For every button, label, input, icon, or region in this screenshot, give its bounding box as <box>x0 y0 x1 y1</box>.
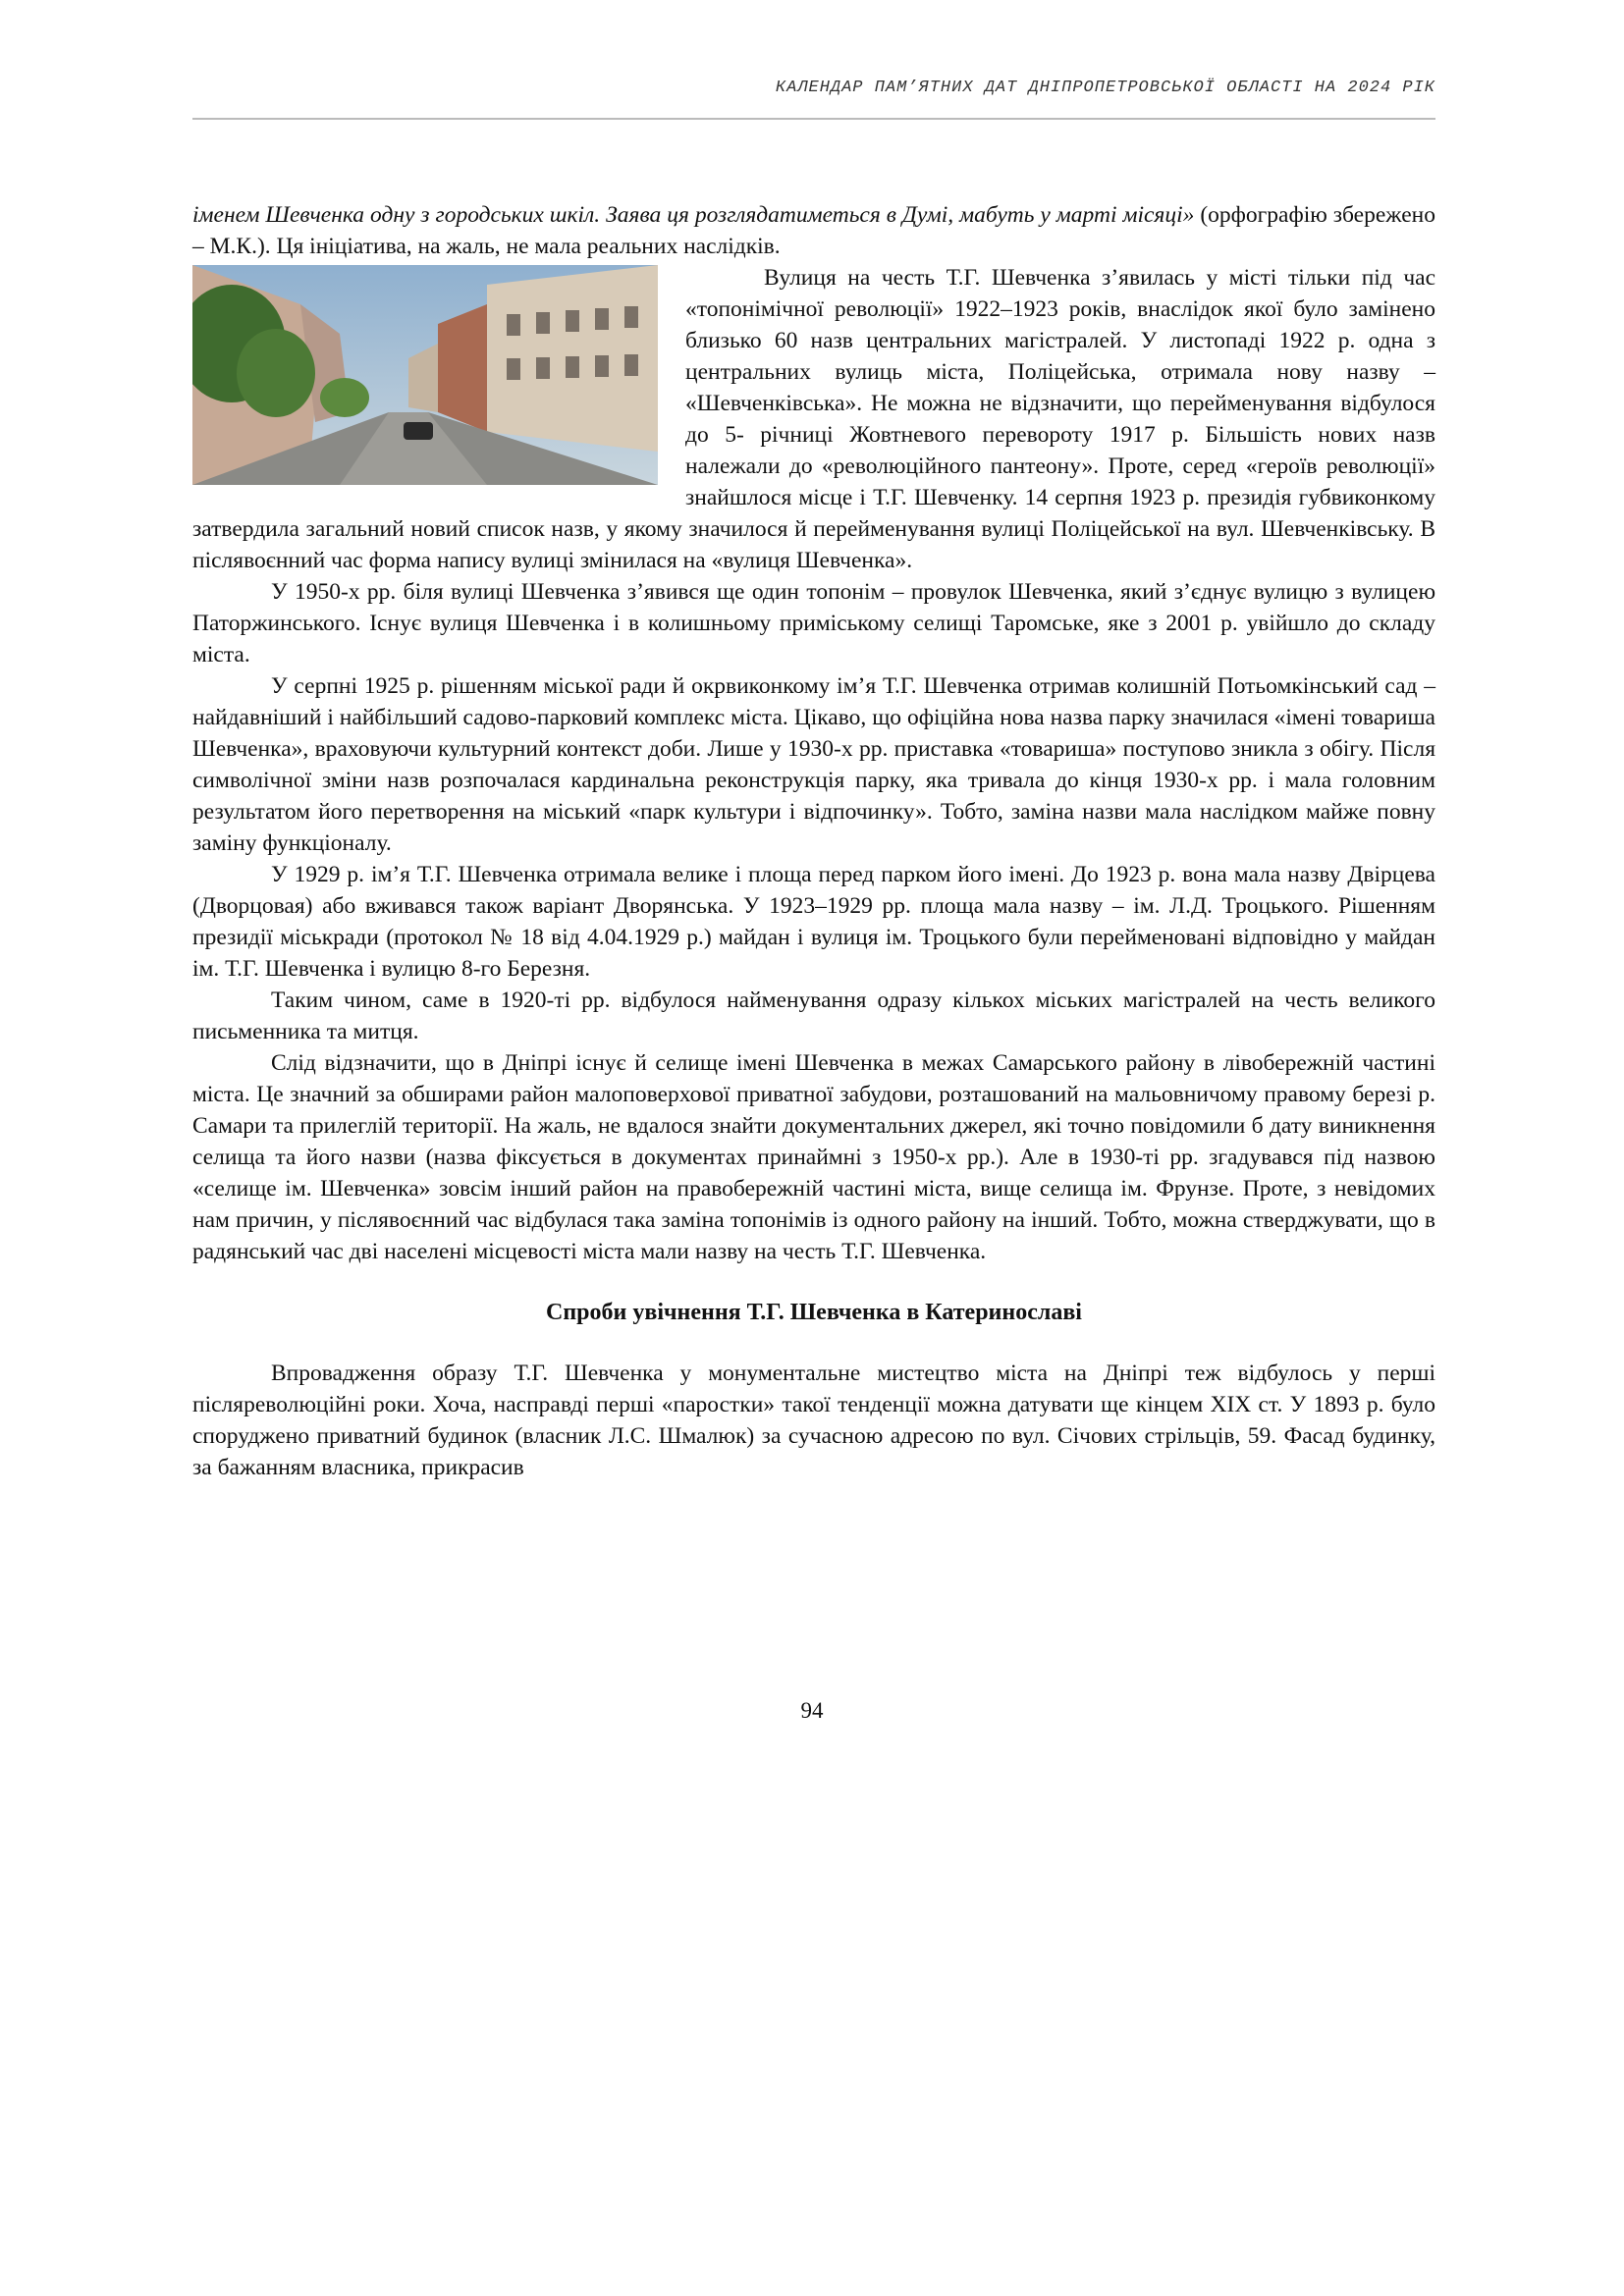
paragraph-6: Слід відзначити, що в Дніпрі існує й селище імені Шевченка в межах Самарського району в лівобережній частині міста. Це значний за обширами район малоповерхової приватної забудови, розташований на мальовничому правому березі р. Самари та прилеглій території. На жаль, не вдалося знайти документальних джерел, які точно повідомили б дату виникнення селища та його назви (назва фіксується в документах принаймні з 1950-х рр.). Але в 1930-ті рр. згадувався під назвою «селище ім. Шевченка» зовсім інший район на правобережній частині міста, вище селища ім. Фрунзе. Проте, з невідомих нам причин, у післявоєнний час відбулася така заміна топонімів із одного району на інший. Тобто, можна стверджувати, що в радянський час дві населені місцевості міста мали назву на честь Т.Г. Шевченка. <box>192 1050 1435 1264</box>
street-photo-image <box>192 265 658 485</box>
intro-rest: (орфографію збережено – М.К.). Ця ініціатива, на жаль, не мала реальних наслідків. <box>192 202 1435 259</box>
paragraph-intro <box>192 199 1435 262</box>
header-divider <box>192 118 1435 120</box>
paragraph-1: Вулиця на честь Т.Г. Шевченка з’явилась у місті тільки під час «топонімічної революції» 1922–1923 років, внаслідок якої було замінено близько 60 назв центральних магістралей. У листопаді 1922 р. одна з центральних вулиць міста, Поліцейська, отримала нову назву – «Шевченківська». Не можна не відзначити, що перейменування відбулося до 5- річниці Жовтневого перевороту 1917 р. Більшість нових назв належали до «революційного пантеону». Проте, серед «героїв революції» знайшлося місце і Т.Г. Шевченку. 14 серпня 1923 р. президія губвиконкому затвердила загальний новий список назв, у якому значилося й перейменування вулиці Поліцейської на вул. Шевченківську. В післявоєнний час форма напису вулиці змінилася на «вулиця Шевченка». <box>192 265 1435 573</box>
page-body <box>192 199 1435 1483</box>
section-title: Спроби увічнення Т.Г. Шевченка в Катеринославі <box>546 1300 1082 1325</box>
street-photo <box>192 265 658 485</box>
paragraph-7: Впровадження образу Т.Г. Шевченка у монументальне мистецтво міста на Дніпрі теж відбулось у перші післяреволюційні роки. Хоча, насправді перші «паростки» такої тенденції можна датувати ще кінцем XIX ст. У 1893 р. було споруджено приватний будинок (власник Л.С. Шмалюк) за сучасною адресою по вул. Січових стрільців, 59. Фасад будинку, за бажанням власника, прикрасив <box>192 1361 1435 1480</box>
paragraph-5: Таким чином, саме в 1920-ті рр. відбулося найменування одразу кількох міських магістралей на честь великого письменника та митця. <box>192 988 1435 1044</box>
quote-italic: іменем Шевченка одну з городських шкіл. Заява ця розглядатиметься в Думі, мабуть у марті місяці» <box>192 202 1195 228</box>
paragraph-4: У 1929 р. ім’я Т.Г. Шевченка отримала велике і площа перед парком його імені. До 1923 р. вона мала назву Двірцева (Дворцовая) або вживався також варіант Дворянська. У 1923–1929 рр. площа мала назву – ім. Л.Д. Троцького. Рішенням президії міськради (протокол № 18 від 4.04.1929 р.) майдан і вулиця ім. Троцького були перейменовані відповідно у майдан ім. Т.Г. Шевченка і вулицю 8-го Березня. <box>192 862 1435 982</box>
paragraph-2: У 1950-х рр. біля вулиці Шевченка з’явився ще один топонім – провулок Шевченка, який з’єднує вулицю з вулицею Паторжинського. Існує вулиця Шевченка і в колишньому приміському селищі Таромське, яке з 2001 р. увійшло до складу міста. <box>192 579 1435 667</box>
paragraph-3: У серпні 1925 р. рішенням міської ради й окрвиконкому ім’я Т.Г. Шевченка отримав колишній Потьомкінський сад – найдавніший і найбільший садово-парковий комплекс міста. Цікаво, що офіційна нова назва парку значилася «імені товариша Шевченка», враховуючи культурний контекст доби. Лише у 1930-х рр. приставка «товариша» поступово зникла з обігу. Після символічної зміни назв розпочалася кардинальна реконструкція парку, яка тривала до кінця 1930-х рр. і мала головним результатом його перетворення на міський «парк культури і відпочинку». Тобто, заміна назви мала наслідком майже повну заміну функціоналу. <box>192 673 1435 856</box>
page-number: 94 <box>800 1698 824 1723</box>
running-header: КАЛЕНДАР ПАМ’ЯТНИХ ДАТ ДНІПРОПЕТРОВСЬКОЇ ОБЛАСТІ НА 2024 РІК <box>775 79 1435 97</box>
